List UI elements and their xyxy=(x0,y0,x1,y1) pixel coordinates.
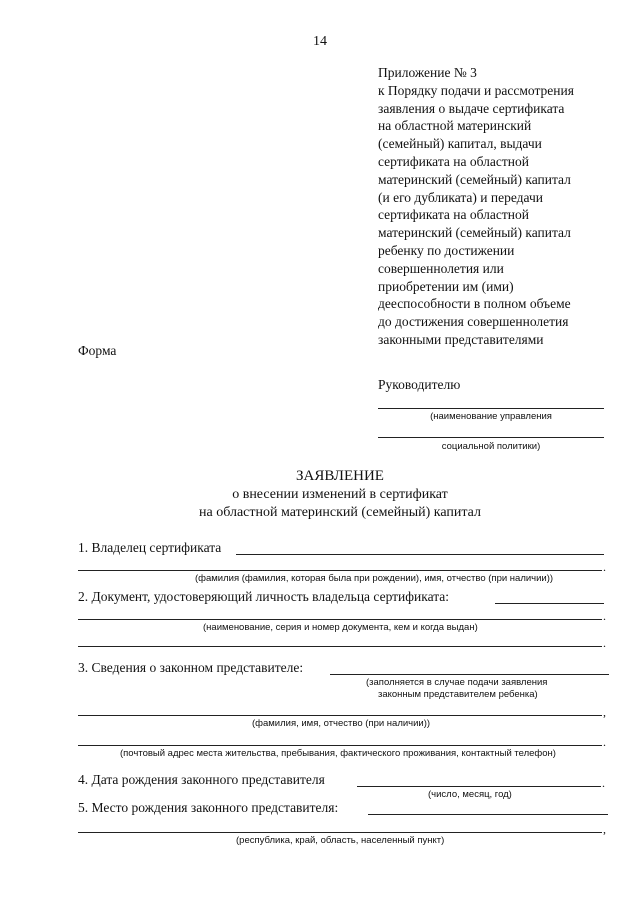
field-2-input[interactable] xyxy=(495,603,604,604)
appendix-block xyxy=(378,64,628,349)
field-5-input-line-2[interactable] xyxy=(78,832,602,833)
document-subtitle-2: на областной материнский (семейный) капитал xyxy=(198,505,482,520)
recipient-heading: Руководителю xyxy=(378,377,461,392)
field-1-label: 1. Владелец сертификата xyxy=(78,540,222,555)
field-1-input[interactable] xyxy=(236,554,604,555)
page-number: 14 xyxy=(313,34,327,49)
field-1-hint: (фамилия (фамилия, которая была при рождении), имя, отчество (при наличии)) xyxy=(195,573,554,584)
appendix-line: приобретении им (ими) xyxy=(378,278,514,294)
field-3-hint-3: (фамилия, имя, отчество (при наличии)) xyxy=(252,718,431,729)
appendix-line: совершеннолетия или xyxy=(378,260,504,276)
field-4-input[interactable] xyxy=(357,786,601,787)
recipient-hint-1: (наименование управления xyxy=(430,411,552,422)
field-3-comma: , xyxy=(603,705,606,719)
appendix-line: Приложение № 3 xyxy=(378,65,477,80)
document-title: ЗАЯВЛЕНИЕ xyxy=(296,468,384,484)
recipient-line-2[interactable] xyxy=(378,437,604,438)
field-4-hint: (число, месяц, год) xyxy=(428,789,512,800)
appendix-line: на областной материнский xyxy=(378,118,532,134)
field-2-input-line-3[interactable] xyxy=(78,646,602,647)
appendix-line: заявления о выдаче сертификата xyxy=(378,100,565,116)
field-3-input-line-3[interactable] xyxy=(78,745,602,746)
field-4-dot: . xyxy=(602,776,605,790)
form-label: Форма xyxy=(78,343,117,358)
appendix-line: материнский (семейный) капитал xyxy=(378,225,571,241)
appendix-line: сертификата на областной xyxy=(378,153,529,169)
field-2-input-line-2[interactable] xyxy=(78,619,602,620)
field-3-hint-1: (заполняется в случае подачи заявления xyxy=(366,677,548,688)
field-5-label: 5. Место рождения законного представителя: xyxy=(78,800,339,815)
appendix-line: (и его дубликата) и передачи xyxy=(378,189,543,205)
field-3-label: 3. Сведения о законном представителе: xyxy=(78,660,304,675)
field-4-label: 4. Дата рождения законного представителя xyxy=(78,772,325,787)
field-1-dot: . xyxy=(603,560,606,574)
field-1-input-line-2[interactable] xyxy=(78,570,602,571)
appendix-line: (семейный) капитал, выдачи xyxy=(378,136,542,152)
field-3-hint-2: законным представителем ребенка) xyxy=(378,689,538,700)
field-3-hint-4: (почтовый адрес места жительства, пребывания, фактического проживания, контактный телефон) xyxy=(120,748,556,759)
field-5-comma: , xyxy=(603,822,606,836)
field-5-input[interactable] xyxy=(368,814,608,815)
field-2-hint: (наименование, серия и номер документа, кем и когда выдан) xyxy=(203,622,478,633)
field-2-dot-2: . xyxy=(603,636,606,650)
appendix-line: ребенку по достижении xyxy=(378,242,515,258)
field-2-dot: . xyxy=(603,609,606,623)
field-3-input[interactable] xyxy=(330,674,609,675)
appendix-line: сертификата на областной xyxy=(378,207,529,223)
document-subtitle-1: о внесении изменений в сертификат xyxy=(232,487,448,502)
field-3-dot: . xyxy=(603,735,606,749)
field-5-hint: (республика, край, область, населенный пункт) xyxy=(236,835,445,846)
recipient-line-1[interactable] xyxy=(378,408,604,409)
appendix-line: дееспособности в полном объеме xyxy=(378,296,571,312)
appendix-line: до достижения совершеннолетия xyxy=(378,314,569,330)
appendix-line: к Порядку подачи и рассмотрения xyxy=(378,82,574,98)
field-2-label: 2. Документ, удостоверяющий личность владельца сертификата: xyxy=(78,589,450,604)
appendix-line: материнский (семейный) капитал xyxy=(378,171,571,187)
field-3-input-line-2[interactable] xyxy=(78,715,602,716)
recipient-hint-2: социальной политики) xyxy=(441,441,541,452)
appendix-line: законными представителями xyxy=(378,331,544,347)
